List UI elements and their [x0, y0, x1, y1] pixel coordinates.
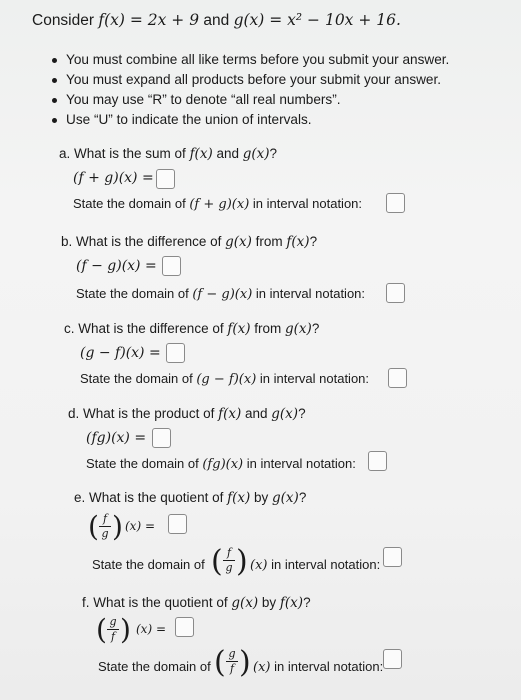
x-part: (x) =	[136, 622, 166, 636]
right-paren: )	[112, 510, 123, 543]
bullet-icon	[52, 98, 57, 103]
answer-box-d[interactable]	[152, 428, 171, 448]
fraction-f	[107, 616, 119, 643]
q-func: g(x)	[272, 490, 299, 506]
question-text: e. What is the quotient of	[74, 490, 228, 505]
numerator: f	[226, 546, 232, 559]
domain-prompt-f	[98, 659, 211, 674]
q-end: ?	[298, 490, 307, 505]
left-paren: (	[88, 510, 99, 543]
domain-expr: (f + g)(x)	[189, 197, 250, 212]
right-paren: )	[120, 613, 131, 646]
bullet-icon	[52, 78, 57, 83]
left-paren: (	[211, 544, 223, 579]
question-d	[68, 406, 306, 422]
numerator: g	[228, 647, 236, 660]
q-mid: and	[241, 406, 272, 421]
expression-d: (fg)(x) =	[86, 430, 147, 446]
fraction-e	[99, 513, 111, 540]
answer-box-a[interactable]	[156, 169, 175, 189]
q-end: ?	[298, 406, 306, 421]
instruction-item	[66, 72, 441, 87]
fraction-domain-f	[226, 648, 238, 675]
domain-prompt-e	[92, 557, 205, 572]
domain-post: in interval notation:	[249, 196, 363, 211]
domain-prompt-b	[76, 286, 365, 302]
question-text: b. What is the difference of	[61, 234, 226, 249]
question-b	[61, 234, 317, 250]
question-e	[74, 490, 306, 506]
q-mid: by	[258, 595, 280, 610]
q-end: ?	[311, 321, 320, 336]
q-func: f(x)	[227, 490, 251, 506]
bullet-icon	[52, 58, 57, 63]
domain-quotient-f	[214, 645, 254, 685]
q-func: f(x)	[279, 595, 304, 611]
x-part: (x) =	[125, 519, 155, 533]
expression-b: (f − g)(x) =	[76, 258, 157, 274]
numerator: f	[102, 512, 108, 525]
bullet-icon	[52, 118, 57, 123]
quotient-expression-f	[96, 613, 186, 649]
domain-box-f[interactable]	[383, 649, 402, 669]
domain-pre: State the domain of	[98, 659, 211, 674]
q-func: g(x)	[225, 234, 252, 250]
question-a	[59, 146, 277, 162]
domain-pre: State the domain of	[86, 456, 203, 471]
q-end: ?	[309, 234, 318, 249]
instruction-item	[66, 112, 312, 127]
domain-post: in interval notation:	[270, 659, 384, 674]
domain-expr: (g − f)(x)	[196, 372, 257, 387]
q-mid: from	[250, 321, 286, 336]
answer-box-b[interactable]	[162, 256, 181, 276]
domain-expr: (fg)(x)	[202, 457, 244, 472]
domain-suffix-f	[253, 659, 383, 675]
q-func: f(x)	[227, 321, 251, 337]
instruction-item	[66, 52, 449, 67]
instruction-item	[66, 92, 341, 107]
numerator: g	[109, 615, 117, 628]
fraction-domain-e	[223, 547, 235, 574]
domain-x: (x)	[250, 558, 268, 573]
right-paren: )	[236, 544, 248, 579]
denominator: f	[110, 630, 116, 643]
answer-box-e[interactable]	[168, 514, 187, 534]
left-paren: (	[96, 613, 107, 646]
q-func: g(x)	[242, 146, 270, 162]
right-paren: )	[239, 645, 251, 680]
q-end: ?	[269, 146, 278, 161]
domain-suffix-e	[250, 557, 380, 573]
denominator: g	[101, 527, 109, 540]
question-text: f. What is the quotient of	[82, 595, 232, 610]
q-func: f(x)	[286, 234, 310, 250]
domain-prompt-c	[80, 371, 369, 387]
question-text: a. What is the sum of	[59, 146, 190, 161]
domain-prompt-d	[86, 456, 356, 472]
domain-pre: State the domain of	[73, 196, 190, 211]
q-mid: and	[212, 146, 243, 161]
q-mid: by	[250, 490, 273, 505]
left-paren: (	[214, 645, 226, 680]
q-func: f(x)	[189, 146, 213, 162]
denominator: f	[229, 662, 235, 675]
domain-post: in interval notation:	[256, 371, 370, 386]
expression-c: (g − f)(x) =	[80, 345, 161, 361]
domain-box-c[interactable]	[388, 368, 407, 388]
problem-statement	[32, 11, 401, 30]
quotient-expression-e	[88, 510, 178, 546]
instruction-text: You may use “R” to denote “all real numbers”.	[66, 92, 341, 107]
q-mid: from	[251, 234, 287, 249]
q-func: f(x)	[218, 406, 242, 422]
consider-label: Consider	[32, 12, 99, 29]
answer-box-c[interactable]	[166, 343, 185, 363]
domain-box-a[interactable]	[386, 193, 405, 213]
question-f	[82, 595, 311, 611]
domain-pre: State the domain of	[76, 286, 193, 301]
question-text: c. What is the difference of	[64, 321, 228, 336]
q-func: g(x)	[231, 595, 259, 611]
q-func: g(x)	[271, 406, 299, 422]
domain-quotient-e	[211, 544, 251, 584]
domain-pre: State the domain of	[80, 371, 197, 386]
q-func: g(x)	[285, 321, 312, 337]
question-text: d. What is the product of	[68, 406, 219, 421]
instruction-text: Use “U” to indicate the union of intervals.	[66, 112, 312, 127]
instruction-text: You must expand all products before your submit your answer.	[66, 72, 442, 87]
f-definition: f(x) = 2x + 9	[98, 11, 200, 29]
answer-box-f[interactable]	[175, 617, 194, 637]
expression-a: (f + g)(x) =	[73, 170, 154, 186]
domain-post: in interval notation:	[267, 557, 381, 572]
instruction-text: You must combine all like terms before you submit your answer.	[66, 52, 450, 67]
domain-post: in interval notation:	[252, 286, 366, 301]
g-definition: g(x) = x² − 10x + 16.	[233, 11, 401, 29]
domain-x: (x)	[253, 660, 271, 675]
q-end: ?	[303, 595, 311, 610]
domain-pre: State the domain of	[92, 557, 205, 572]
domain-post: in interval notation:	[243, 456, 356, 471]
domain-box-e[interactable]	[383, 547, 402, 567]
domain-box-d[interactable]	[368, 451, 387, 471]
domain-box-b[interactable]	[386, 283, 405, 303]
question-c	[64, 321, 319, 337]
domain-prompt-a	[73, 196, 362, 212]
domain-expr: (f − g)(x)	[192, 287, 253, 302]
and-label: and	[199, 12, 234, 29]
denominator: g	[225, 561, 233, 574]
